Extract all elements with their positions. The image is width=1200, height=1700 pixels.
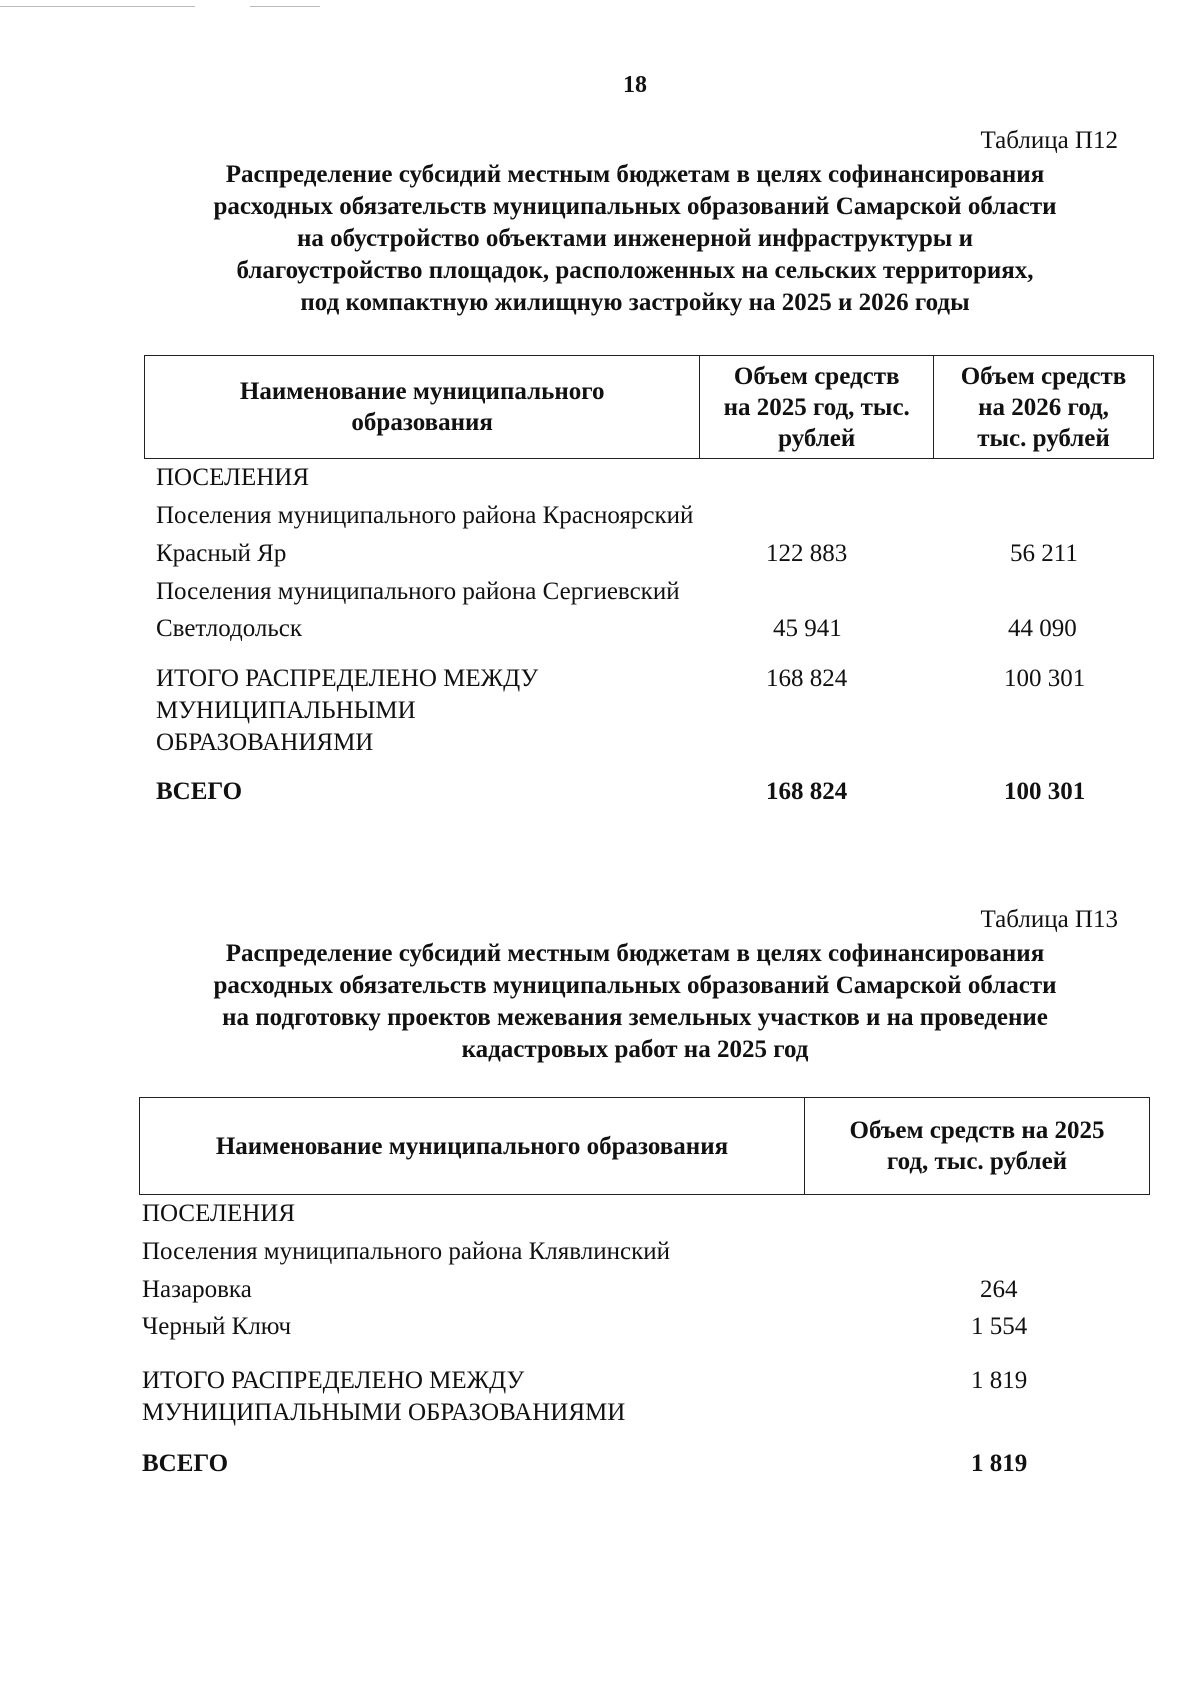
title-line: Распределение субсидий местным бюджетам в целях софинансирования	[225, 161, 1045, 188]
table-p12-header	[144, 355, 1154, 459]
header-name-col: Наименование муниципального образования	[145, 356, 700, 459]
page-number: 18	[623, 72, 647, 98]
district-label: Поселения муниципального района Красноярский	[156, 502, 694, 529]
table-p12-title	[130, 159, 1140, 319]
table-p13-title	[130, 938, 1140, 1066]
value-2025: 1 554	[971, 1313, 1028, 1340]
title-line: расходных обязательств муниципальных образований Самарской области	[213, 972, 1057, 999]
total-value-2026: 100 301	[1004, 778, 1086, 805]
itogo-line: МУНИЦИПАЛЬНЫМИ	[156, 697, 416, 724]
header-2025-col: Объем средств на 2025 год, тыс. рублей	[700, 356, 934, 459]
district-label: Поселения муниципального района Сергиевский	[156, 578, 680, 605]
value-2025: 264	[980, 1276, 1018, 1303]
itogo-line: ИТОГО РАСПРЕДЕЛЕНО МЕЖДУ	[156, 665, 539, 692]
table-p13-header	[139, 1097, 1150, 1195]
itogo-line: МУНИЦИПАЛЬНЫМИ ОБРАЗОВАНИЯМИ	[142, 1399, 626, 1426]
row-name: Назаровка	[142, 1276, 252, 1303]
total-value-2025: 168 824	[766, 778, 848, 805]
itogo-value-2026: 100 301	[1004, 665, 1086, 692]
total-label: ВСЕГО	[142, 1450, 229, 1477]
title-line: под компактную жилищную застройку на 2025 и 2026 годы	[300, 289, 970, 316]
title-line: расходных обязательств муниципальных образований Самарской области	[213, 193, 1057, 220]
title-line: благоустройство площадок, расположенных на сельских территориях,	[236, 257, 1034, 284]
itogo-value-2025: 168 824	[766, 665, 848, 692]
table-row	[156, 538, 1116, 570]
title-line: кадастровых работ на 2025 год	[461, 1036, 809, 1063]
itogo-label	[156, 663, 538, 759]
table-p13-label: Таблица П13	[980, 906, 1118, 933]
title-line: Распределение субсидий местным бюджетам в целях софинансирования	[225, 940, 1045, 967]
header-name-col: Наименование муниципального образования	[140, 1098, 805, 1195]
value-2026: 44 090	[1008, 615, 1077, 642]
district-label: Поселения муниципального района Клявлинский	[142, 1238, 670, 1265]
itogo-value-2025: 1 819	[971, 1367, 1028, 1394]
title-line: на обустройство объектами инженерной инфраструктуры и	[297, 225, 973, 252]
row-name: Красный Яр	[156, 540, 287, 567]
table-p12-label: Таблица П12	[980, 127, 1118, 154]
itogo-line: ИТОГО РАСПРЕДЕЛЕНО МЕЖДУ	[142, 1367, 525, 1394]
scan-artifact-line	[250, 6, 320, 7]
value-2025: 45 941	[773, 615, 842, 642]
itogo-label	[142, 1365, 625, 1429]
row-name: Светлодольск	[156, 615, 302, 642]
header-2025-col: Объем средств на 2025 год, тыс. рублей	[804, 1098, 1149, 1195]
section-label: ПОСЕЛЕНИЯ	[142, 1200, 296, 1227]
row-name: Черный Ключ	[142, 1313, 292, 1340]
value-2026: 56 211	[1010, 540, 1078, 567]
title-line: на подготовку проектов межевания земельных участков и на проведение	[222, 1004, 1048, 1031]
total-value-2025: 1 819	[971, 1450, 1028, 1477]
section-label: ПОСЕЛЕНИЯ	[156, 464, 310, 491]
itogo-line: ОБРАЗОВАНИЯМИ	[156, 729, 374, 756]
header-2026-col: Объем средств на 2026 год, тыс. рублей	[934, 356, 1154, 459]
value-2025: 122 883	[766, 540, 848, 567]
scan-artifact-line	[0, 6, 195, 7]
total-label: ВСЕГО	[156, 778, 243, 805]
